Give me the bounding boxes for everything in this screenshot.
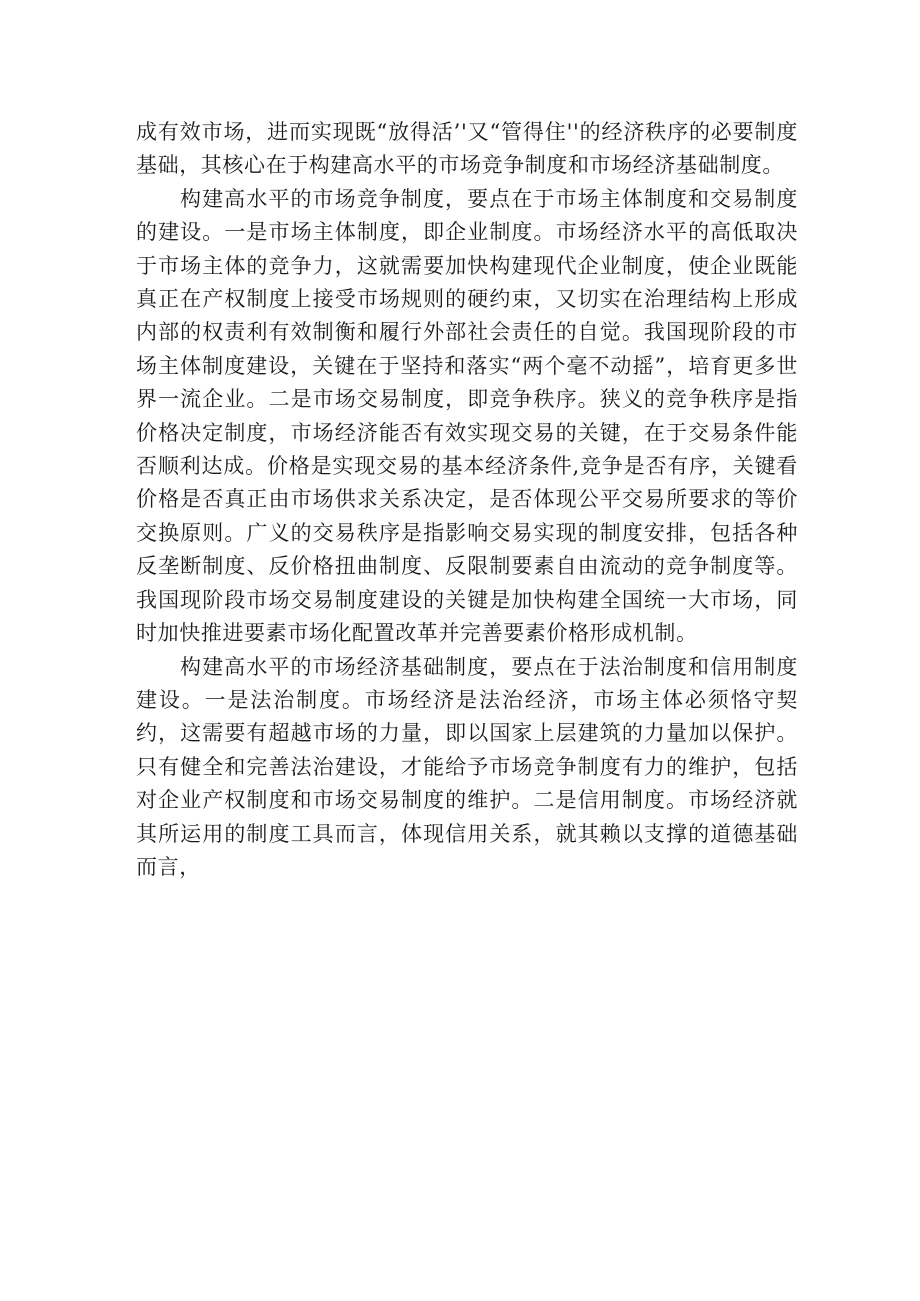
paragraph-market-foundation: 构建高水平的市场经济基础制度，要点在于法治制度和信用制度建设。一是法治制度。市场经济是法治经济，市场主体必须恪守契约，这需要有超越市场的力量，即以国家上层建筑的力量加以保护。只有健全和完善法治建设，才能给予市场竞争制度有力的维护，包括对企业产权制度和市场交易制度的维护。二是信用制度。市场经济就其所运用的制度工具而言，体现信用关系，就其赖以支撑的道德基础而言， — [136, 654, 798, 879]
document-body — [136, 116, 798, 884]
paragraph-continuation: 成有效市场，进而实现既“放得活’'又“管得住''的经济秩序的必要制度基础，其核心在于构建高水平的市场竞争制度和市场经济基础制度。 — [136, 120, 798, 178]
paragraph-market-competition: 构建高水平的市场竞争制度，要点在于市场主体制度和交易制度的建设。一是市场主体制度，即企业制度。市场经济水平的高低取决于市场主体的竞争力，这就需要加快构建现代企业制度，使企业既能真正在产权制度上接受市场规则的硬约束，又切实在治理结构上形成内部的权责利有效制衡和履行外部社会责任的自觉。我国现阶段的市场主体制度建设，关键在于坚持和落实“两个毫不动摇”，培育更多世界一流企业。二是市场交易制度，即竞争秩序。狭义的竞争秩序是指价格决定制度，市场经济能否有效实现交易的关键，在于交易条件能否顺利达成。价格是实现交易的基本经济条件,竞争是否有序，关键看价格是否真正由市场供求关系决定，是否体现公平交易所要求的等价交换原则。广义的交易秩序是指影响交易实现的制度安排，包括各种反垄断制度、反价格扭曲制度、反限制要素自由流动的竞争制度等。我国现阶段市场交易制度建设的关键是加快构建全国统一大市场，同时加快推进要素市场化配置改革并完善要素价格形成机制。 — [136, 186, 798, 646]
